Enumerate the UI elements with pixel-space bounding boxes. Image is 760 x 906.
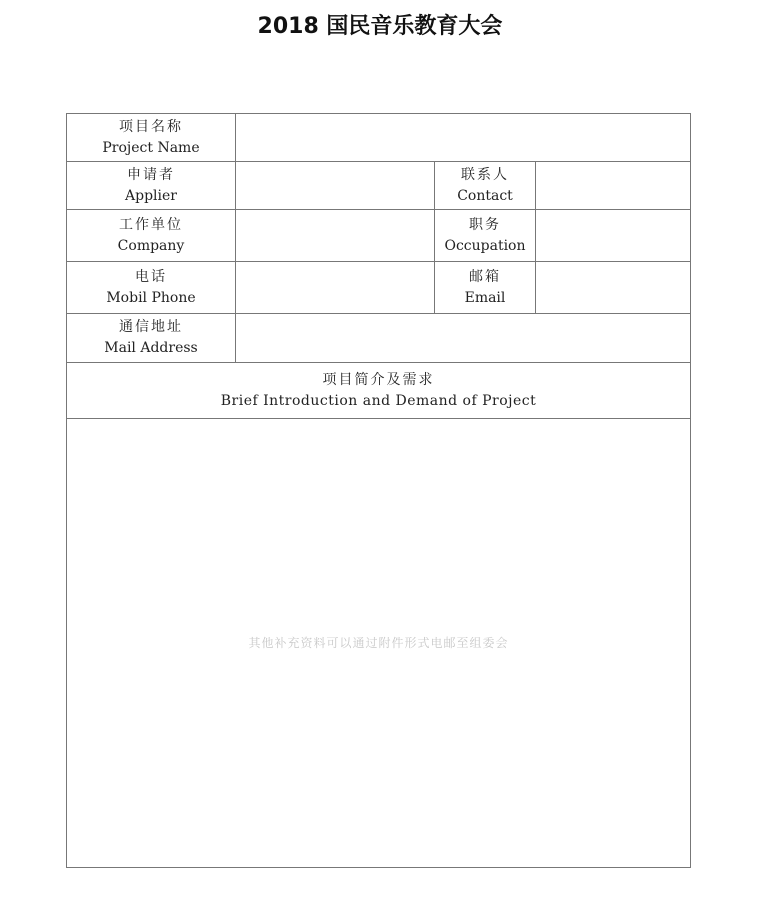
company-field[interactable] — [236, 210, 435, 262]
occupation-label-zh: 职务 — [469, 216, 501, 233]
row-company-occupation — [67, 210, 691, 262]
phone-label — [67, 262, 236, 314]
intro-header — [67, 363, 691, 419]
project-name-label-en: Project Name — [102, 139, 200, 156]
row-intro-body — [67, 419, 691, 868]
intro-header-en: Brief Introduction and Demand of Project — [220, 392, 537, 409]
company-label — [67, 210, 236, 262]
email-label-en: Email — [464, 289, 506, 306]
row-project-name — [67, 114, 691, 162]
applier-label-en: Applier — [125, 187, 177, 204]
mail-address-label-en: Mail Address — [104, 340, 198, 356]
project-name-field[interactable] — [236, 114, 691, 162]
occupation-label — [435, 210, 536, 262]
occupation-field[interactable] — [536, 210, 691, 262]
intro-header-zh: 项目简介及需求 — [322, 371, 435, 388]
email-field[interactable] — [536, 262, 691, 314]
occupation-label-en: Occupation — [444, 237, 526, 254]
phone-label-en: Mobil Phone — [106, 289, 196, 306]
intro-notice: 其他补充资料可以通过附件形式电邮至组委会 — [248, 635, 509, 650]
row-mail-address — [67, 314, 691, 363]
phone-field[interactable] — [236, 262, 435, 314]
applier-label-zh: 申请者 — [127, 166, 175, 183]
row-intro-header — [67, 363, 691, 419]
document-title: 2018 国民音乐教育大会 — [257, 14, 503, 39]
row-phone-email — [67, 262, 691, 314]
contact-label-en: Contact — [457, 187, 513, 204]
mail-address-label — [67, 314, 236, 363]
project-name-label-zh: 项目名称 — [119, 118, 183, 135]
contact-label-zh: 联系人 — [461, 166, 509, 183]
application-form — [66, 113, 691, 868]
intro-field[interactable] — [67, 419, 691, 868]
contact-field[interactable] — [536, 162, 691, 210]
applier-field[interactable] — [236, 162, 435, 210]
mail-address-label-zh: 通信地址 — [119, 319, 183, 335]
project-name-label — [67, 114, 236, 162]
company-label-zh: 工作单位 — [119, 216, 183, 233]
applier-label — [67, 162, 236, 210]
company-label-en: Company — [117, 237, 185, 254]
mail-address-field[interactable] — [236, 314, 691, 363]
row-applier-contact — [67, 162, 691, 210]
phone-label-zh: 电话 — [135, 268, 167, 285]
email-label-zh: 邮箱 — [469, 268, 501, 285]
email-label — [435, 262, 536, 314]
contact-label — [435, 162, 536, 210]
